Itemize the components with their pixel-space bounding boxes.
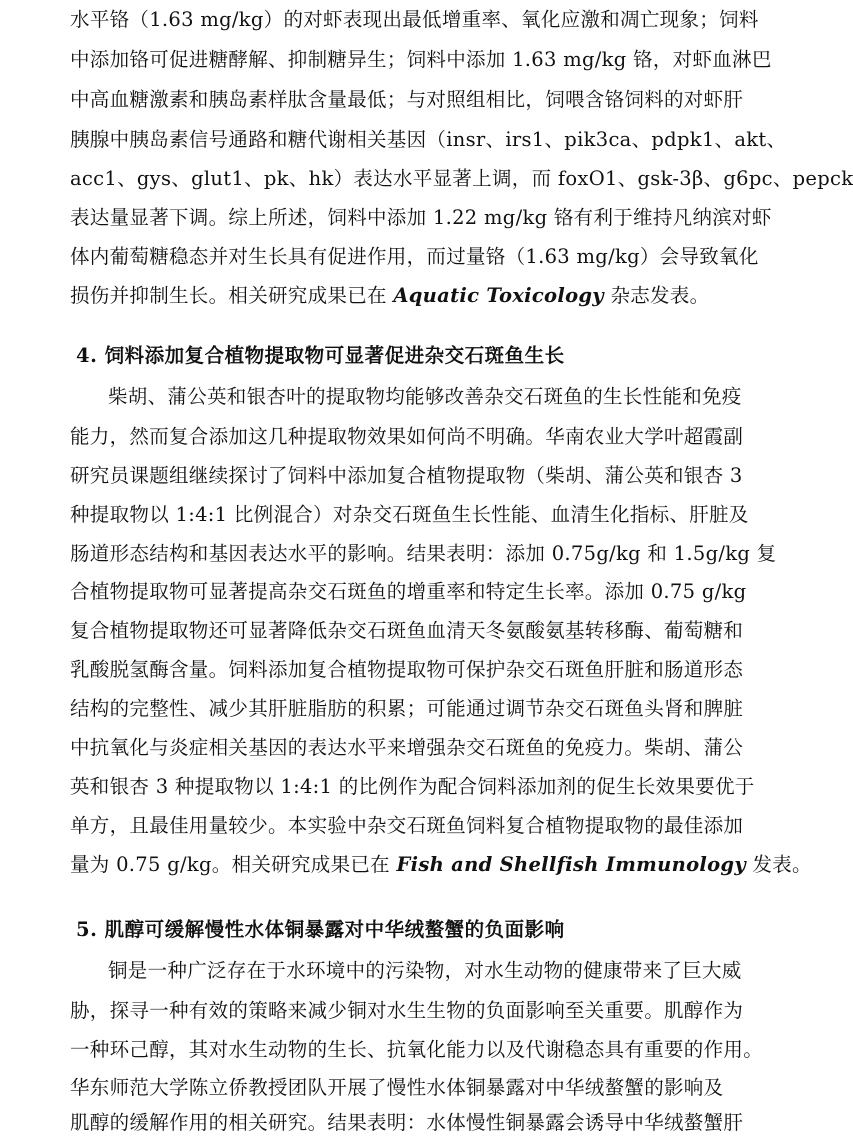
section-heading: 5. 肌醇可缓解慢性水体铜暴露对中华绒螯蟹的负面影响 bbox=[76, 918, 565, 941]
paragraph-line: 铜是一种广泛存在于水环境中的污染物，对水生动物的健康带来了巨大威 bbox=[108, 959, 742, 982]
journal-name: Aquatic Toxicology bbox=[393, 284, 604, 307]
text-before-journal: 量为 0.75 g/kg。相关研究成果已在 bbox=[70, 853, 397, 876]
text-after-journal: 发表。 bbox=[745, 853, 812, 876]
paragraph-line: 乳酸脱氢酶含量。饲料添加复合植物提取物可保护杂交石斑鱼肝脏和肠道形态 bbox=[70, 658, 744, 681]
paragraph-line-with-journal bbox=[70, 847, 812, 883]
paragraph-line: 英和银杏 3 种提取物以 1:4:1 的比例作为配合饲料添加剂的促生长效果要优于 bbox=[70, 775, 755, 798]
paragraph-line: 柴胡、蒲公英和银杏叶的提取物均能够改善杂交石斑鱼的生长性能和免疫 bbox=[108, 385, 742, 408]
paragraph-line-with-journal bbox=[70, 278, 709, 314]
paragraph-line: 中抗氧化与炎症相关基因的表达水平来增强杂交石斑鱼的免疫力。柴胡、蒲公 bbox=[70, 736, 744, 759]
journal-name: Fish and Shellfish Immunology bbox=[396, 853, 746, 876]
paragraph-line: 结构的完整性、减少其肝脏脂肪的积累；可能通过调节杂交石斑鱼头肾和脾脏 bbox=[70, 697, 744, 720]
paragraph-line: 中高血糖激素和胰岛素样肽含量最低；与对照组相比，饲喂含铬饲料的对虾肝 bbox=[70, 88, 744, 111]
paragraph-line: 华东师范大学陈立侨教授团队开展了慢性水体铜暴露对中华绒螯蟹的影响及 bbox=[70, 1076, 724, 1099]
paragraph-line: 研究员课题组继续探讨了饲料中添加复合植物提取物（柴胡、蒲公英和银杏 3 bbox=[70, 464, 743, 487]
paragraph-line: 表达量显著下调。综上所述，饲料中添加 1.22 mg/kg 铬有利于维持凡纳滨对虾 bbox=[70, 206, 772, 229]
paragraph-line: 中添加铬可促进糖酵解、抑制糖异生；饲料中添加 1.63 mg/kg 铬，对虾血淋巴 bbox=[70, 48, 772, 71]
section-heading: 4. 饲料添加复合植物提取物可显著促进杂交石斑鱼生长 bbox=[76, 344, 565, 367]
paragraph-line: 复合植物提取物还可显著降低杂交石斑鱼血清天冬氨酸氨基转移酶、葡萄糖和 bbox=[70, 619, 744, 642]
paragraph-line: 胁，探寻一种有效的策略来减少铜对水生生物的负面影响至关重要。肌醇作为 bbox=[70, 999, 744, 1022]
paragraph-line: acc1、gys、glut1、pk、hk）表达水平显著上调，而 foxO1、gsk-3β、g6pc、pepck bbox=[70, 167, 853, 190]
paragraph-line: 单方，且最佳用量较少。本实验中杂交石斑鱼饲料复合植物提取物的最佳添加 bbox=[70, 814, 744, 837]
paragraph-line: 种提取物以 1:4:1 比例混合）对杂交石斑鱼生长性能、血清生化指标、肝脏及 bbox=[70, 503, 749, 526]
paragraph-line: 能力，然而复合添加这几种提取物效果如何尚不明确。华南农业大学叶超霞副 bbox=[70, 425, 744, 448]
paragraph-line: 一种环己醇，其对水生动物的生长、抗氧化能力以及代谢稳态具有重要的作用。 bbox=[70, 1038, 764, 1061]
paragraph-line: 水平铬（1.63 mg/kg）的对虾表现出最低增重率、氧化应激和凋亡现象；饲料 bbox=[70, 8, 759, 31]
paragraph-line: 合植物提取物可显著提高杂交石斑鱼的增重率和特定生长率。添加 0.75 g/kg bbox=[70, 580, 747, 603]
paragraph-line: 肠道形态结构和基因表达水平的影响。结果表明：添加 0.75g/kg 和 1.5g/kg 复 bbox=[70, 542, 777, 565]
paragraph-line: 胰腺中胰岛素信号通路和糖代谢相关基因（insr、irs1、pik3ca、pdpk1、akt、 bbox=[70, 128, 787, 151]
text-after-journal: 杂志发表。 bbox=[603, 284, 710, 307]
text-before-journal: 损伤并抑制生长。相关研究成果已在 bbox=[70, 284, 394, 307]
paragraph-line: 体内葡萄糖稳态并对生长具有促进作用，而过量铬（1.63 mg/kg）会导致氧化 bbox=[70, 245, 759, 268]
paragraph-line: 肌醇的缓解作用的相关研究。结果表明：水体慢性铜暴露会诱导中华绒螯蟹肝 bbox=[70, 1111, 744, 1134]
